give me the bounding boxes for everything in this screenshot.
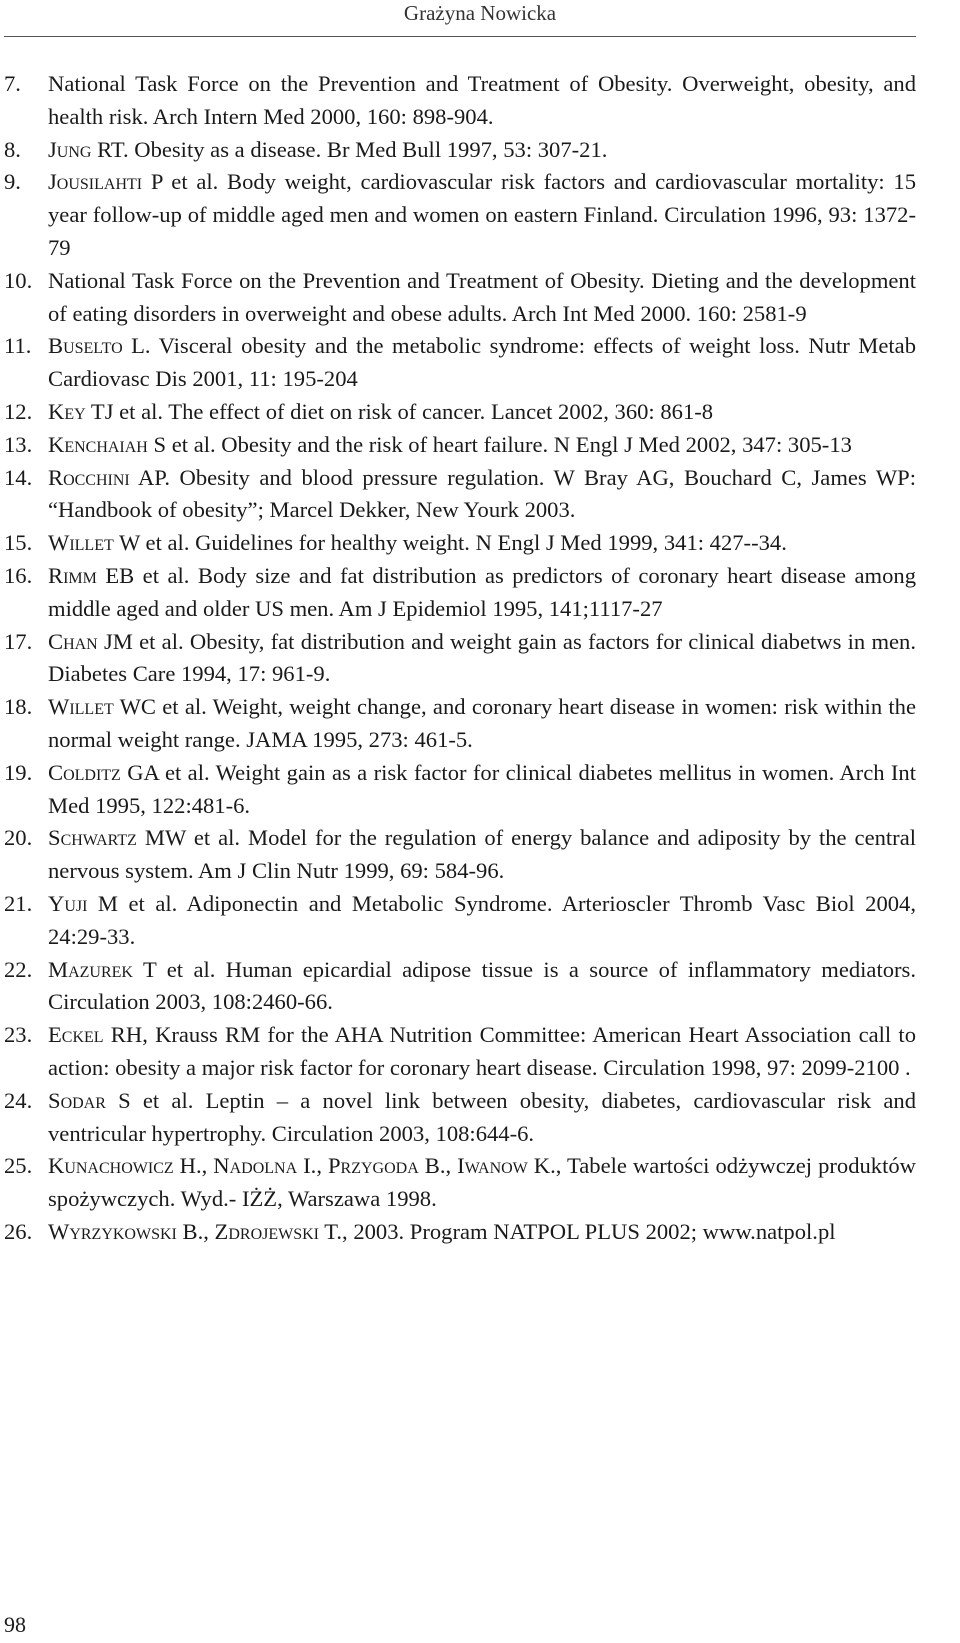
reference-list	[4, 68, 916, 1249]
reference-citation: GA et al. Weight gain as a risk factor for clinical diabetes mellitus in women. Arch Int Med 1995, 122:481-6.	[48, 759, 916, 818]
reference-number: 16.	[4, 562, 33, 588]
reference-number: 23.	[4, 1022, 33, 1048]
reference-citation: AP. Obesity and blood pressure regulation. W Bray AG, Bouchard C, James WP: “Handbook of obesity”; Marcel Dekker, New Yourk 2003.	[48, 464, 916, 523]
reference-citation: M et al. Adiponectin and Metabolic Syndrome. Arterioscler Thromb Vasc Biol 2004, 24:29-33.	[48, 890, 916, 949]
reference-authors: Kunachowicz H., Nadolna I., Przygoda B., Iwanow K.	[48, 1153, 556, 1179]
reference-text	[48, 527, 916, 560]
reference-citation: WC et al. Weight, weight change, and coronary heart disease in women: risk within the normal weight range. JAMA 1995, 273: 461-5.	[48, 694, 916, 752]
reference-number: 12.	[4, 398, 33, 424]
reference-number: 17.	[4, 628, 33, 654]
reference-authors: Willet	[48, 530, 114, 556]
reference-citation: RH, Krauss RM for the AHA Nutrition Committee: American Heart Association call to action: obesity a major risk factor for coronary heart disease. Circulation 1998, 97: 2099-2100 .	[48, 1022, 916, 1080]
reference-text	[48, 1216, 916, 1249]
reference-item	[4, 822, 916, 888]
header-author: Grażyna Nowicka	[403, 1, 557, 25]
reference-authors: Colditz	[48, 759, 121, 785]
reference-text	[48, 429, 916, 462]
reference-text	[48, 68, 916, 134]
reference-number: 24.	[4, 1087, 33, 1113]
reference-citation: T et al. Human epicardial adipose tissue is a source of inflammatory mediators. Circulation 2003, 108:2460-66.	[48, 956, 916, 1015]
reference-number: 25.	[4, 1153, 33, 1179]
header-rule	[4, 36, 916, 37]
reference-citation: L. Visceral obesity and the metabolic syndrome: effects of weight loss. Nutr Metab Cardiovasc Dis 2001, 11: 195-204	[48, 333, 916, 392]
reference-text	[48, 166, 916, 264]
reference-number: 7.	[4, 71, 21, 96]
reference-item	[4, 265, 916, 331]
reference-citation: S et al. Leptin – a novel link between obesity, diabetes, cardiovascular risk and ventricular hypertrophy. Circulation 2003, 108:644-6.	[48, 1087, 916, 1146]
reference-authors: Wyrzykowski B., Zdrojewski T.	[48, 1218, 343, 1244]
reference-item	[4, 888, 916, 954]
reference-citation: MW et al. Model for the regulation of energy balance and adiposity by the central nervous system. Am J Clin Nutr 1999, 69: 584-96.	[48, 825, 916, 884]
reference-citation: TJ et al. The effect of diet on risk of cancer. Lancet 2002, 360: 861-8	[85, 398, 714, 424]
reference-number: 20.	[4, 825, 33, 851]
reference-citation: RT. Obesity as a disease. Br Med Bull 1997, 53: 307-21.	[91, 136, 608, 162]
reference-item	[4, 954, 916, 1020]
reference-item	[4, 527, 916, 560]
page-number: 98	[4, 1612, 26, 1637]
reference-text	[48, 1019, 916, 1085]
reference-text	[48, 330, 916, 396]
reference-authors: Schwartz	[48, 825, 137, 851]
reference-item	[4, 462, 916, 528]
reference-item	[4, 560, 916, 626]
running-header	[0, 0, 960, 40]
reference-authors: Jousilahti	[48, 169, 143, 195]
reference-text	[48, 1085, 916, 1151]
reference-text	[48, 691, 916, 757]
reference-item	[4, 166, 916, 264]
reference-authors: Chan	[48, 628, 98, 654]
reference-citation: W et al. Guidelines for healthy weight. N Engl J Med 1999, 341: 427--34.	[113, 530, 787, 556]
reference-authors: Willet	[48, 694, 114, 720]
reference-citation: National Task Force on the Prevention and Treatment of Obesity. Overweight, obesity, and health risk. Arch Intern Med 2000, 160: 898-904.	[48, 71, 916, 129]
reference-number: 18.	[4, 694, 33, 720]
reference-citation: , Tabele wartości odżywczej produktów spożywczych. Wyd.- IŻŻ, Warszawa 1998.	[48, 1153, 916, 1212]
reference-number: 26.	[4, 1218, 33, 1244]
reference-item	[4, 1085, 916, 1151]
reference-item	[4, 757, 916, 823]
reference-authors: Key	[48, 398, 86, 424]
reference-authors: Yuji	[48, 890, 88, 916]
reference-authors: Jung	[48, 136, 92, 162]
reference-text	[48, 954, 916, 1020]
reference-text	[48, 626, 916, 692]
reference-authors: Kenchaiah	[48, 431, 148, 457]
reference-text	[48, 757, 916, 823]
reference-authors: Rimm	[48, 562, 97, 588]
reference-authors: Rocchini	[48, 464, 130, 490]
reference-number: 19.	[4, 759, 33, 785]
reference-item	[4, 396, 916, 429]
reference-number: 14.	[4, 464, 33, 490]
reference-authors: Eckel	[48, 1022, 104, 1048]
reference-item	[4, 1150, 916, 1216]
reference-number: 9.	[4, 169, 21, 195]
reference-number: 10.	[4, 267, 33, 293]
reference-text	[48, 134, 916, 167]
reference-item	[4, 691, 916, 757]
reference-text	[48, 560, 916, 626]
reference-text	[48, 462, 916, 528]
reference-authors: Sodar	[48, 1087, 106, 1113]
reference-text	[48, 822, 916, 888]
reference-item	[4, 1216, 916, 1249]
reference-item	[4, 134, 916, 167]
reference-text	[48, 888, 916, 954]
reference-item	[4, 68, 916, 134]
reference-citation: S et al. Obesity and the risk of heart failure. N Engl J Med 2002, 347: 305-13	[147, 431, 852, 457]
reference-item	[4, 429, 916, 462]
reference-item	[4, 626, 916, 692]
reference-citation: P et al. Body weight, cardiovascular risk factors and cardiovascular mortality: 15 year follow-up of middle aged men and women on eastern Finland. Circulation 1996, 93: 1372-79	[48, 169, 916, 260]
reference-number: 8.	[4, 136, 21, 162]
reference-citation: National Task Force on the Prevention and Treatment of Obesity. Dieting and the development of eating disorders in overweight and obese adults. Arch Int Med 2000. 160: 2581-9	[48, 267, 916, 326]
reference-number: 13.	[4, 431, 33, 457]
reference-number: 21.	[4, 890, 33, 916]
reference-citation: , 2003. Program NATPOL PLUS 2002; www.natpol.pl	[342, 1218, 836, 1244]
reference-citation: EB et al. Body size and fat distribution as predictors of coronary heart disease among middle aged and older US men. Am J Epidemiol 1995, 141;1117-27	[48, 562, 916, 621]
reference-item	[4, 1019, 916, 1085]
reference-number: 11.	[4, 333, 32, 359]
reference-number: 15.	[4, 530, 33, 556]
reference-item	[4, 330, 916, 396]
reference-text	[48, 396, 916, 429]
reference-authors: Mazurek	[48, 956, 133, 982]
reference-authors: Buselto	[48, 333, 123, 359]
reference-citation: JM et al. Obesity, fat distribution and weight gain as factors for clinical diabetws in men. Diabetes Care 1994, 17: 961-9.	[48, 628, 916, 687]
reference-number: 22.	[4, 956, 33, 982]
reference-text	[48, 265, 916, 331]
reference-text	[48, 1150, 916, 1216]
